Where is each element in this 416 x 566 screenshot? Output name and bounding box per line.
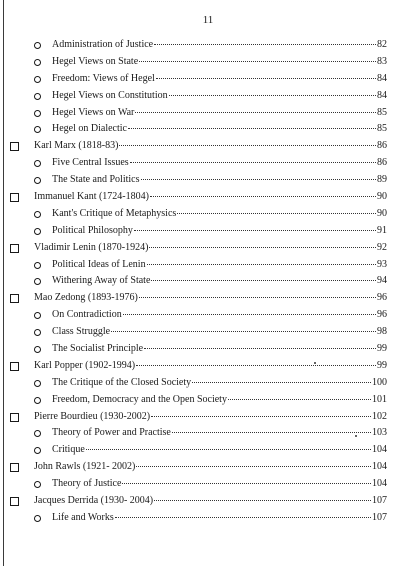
circle-bullet-icon <box>34 59 41 66</box>
toc-entry-page-number: 85 <box>377 106 387 118</box>
toc-entry-title: Immanuel Kant (1724-1804) <box>34 191 149 203</box>
toc-entry-title: Vladimir Lenin (1870-1924) <box>34 241 149 253</box>
dot-leader <box>154 500 371 501</box>
print-speck <box>314 362 316 364</box>
dot-leader <box>111 331 376 332</box>
toc-entry-title: Hegel Views on State <box>52 55 139 67</box>
toc-entry-row <box>52 341 387 358</box>
toc-section-entry <box>0 88 416 105</box>
toc-entry-row <box>52 442 387 459</box>
square-bullet-icon <box>10 497 19 506</box>
toc-entry-page-number: 93 <box>377 258 387 270</box>
circle-bullet-icon <box>34 397 41 404</box>
toc-entry-row <box>52 425 387 442</box>
toc-entry-title: John Rawls (1921- 2002) <box>34 461 136 473</box>
toc-entry-page-number: 98 <box>377 326 387 338</box>
toc-entry-row <box>52 324 387 341</box>
dot-leader <box>156 78 376 79</box>
circle-bullet-icon <box>34 76 41 83</box>
toc-entry-page-number: 84 <box>377 72 387 84</box>
toc-entry-row <box>34 409 387 426</box>
dot-leader <box>134 230 376 231</box>
toc-entry-title: Life and Works <box>52 511 114 523</box>
toc-entry-page-number: 103 <box>372 427 387 439</box>
toc-entry-title: On Contradiction <box>52 309 122 321</box>
toc-entry-page-number: 85 <box>377 123 387 135</box>
toc-entry-title: The Critique of the Closed Society <box>52 376 192 388</box>
toc-section-entry <box>0 273 416 290</box>
toc-entry-row <box>52 375 387 392</box>
toc-entry-page-number: 91 <box>377 224 387 236</box>
toc-entry-row <box>52 54 387 71</box>
dot-leader <box>128 128 376 129</box>
square-bullet-icon <box>10 193 19 202</box>
toc-entry-page-number: 82 <box>377 39 387 50</box>
circle-bullet-icon <box>34 380 41 387</box>
dot-leader <box>228 399 371 400</box>
toc-entry-page-number: 99 <box>377 359 387 371</box>
circle-bullet-icon <box>34 228 41 235</box>
toc-section-entry <box>0 105 416 122</box>
toc-entry-page-number: 104 <box>372 461 387 473</box>
dot-leader <box>122 483 371 484</box>
toc-section-entry <box>0 155 416 172</box>
dot-leader <box>119 145 376 146</box>
dot-leader <box>147 264 376 265</box>
toc-chapter-entry <box>0 358 416 375</box>
toc-section-entry <box>0 257 416 274</box>
toc-section-entry <box>0 71 416 88</box>
dot-leader <box>177 213 376 214</box>
circle-bullet-icon <box>34 126 41 133</box>
toc-entry-row <box>34 240 387 257</box>
circle-bullet-icon <box>34 211 41 218</box>
toc-entry-row <box>52 121 387 138</box>
toc-entry-row <box>34 290 387 307</box>
dot-leader <box>115 517 371 518</box>
toc-entry-title: Political Ideas of Lenin <box>52 258 146 270</box>
dot-leader <box>149 247 376 248</box>
toc-chapter-entry <box>0 290 416 307</box>
toc-entry-page-number: 86 <box>377 157 387 169</box>
circle-bullet-icon <box>34 346 41 353</box>
toc-section-entry <box>0 37 416 54</box>
dot-leader <box>150 196 376 197</box>
toc-entry-row <box>52 476 387 493</box>
toc-entry-title: Kant's Critique of Metaphysics <box>52 207 177 219</box>
toc-entry-row <box>52 105 387 122</box>
dot-leader <box>135 112 376 113</box>
toc-section-entry <box>0 442 416 459</box>
toc-entry-title: The Socialist Principle <box>52 343 144 355</box>
circle-bullet-icon <box>34 312 41 319</box>
toc-entry-title: Theory of Power and Practise <box>52 427 171 439</box>
toc-entry-title: Five Central Issues <box>52 157 129 169</box>
toc-chapter-entry <box>0 459 416 476</box>
toc-section-entry <box>0 307 416 324</box>
toc-entry-page-number: 99 <box>377 343 387 355</box>
toc-section-entry <box>0 54 416 71</box>
toc-entry-page-number: 96 <box>377 292 387 304</box>
square-bullet-icon <box>10 463 19 472</box>
toc-section-entry <box>0 172 416 189</box>
toc-entry-row <box>52 37 387 54</box>
dot-leader <box>123 314 376 315</box>
circle-bullet-icon <box>34 177 41 184</box>
toc-entry-row <box>34 138 387 155</box>
toc-chapter-entry <box>0 240 416 257</box>
toc-entry-page-number: 96 <box>377 309 387 321</box>
toc-entry-title: Class Struggle <box>52 326 111 338</box>
toc-entry-page-number: 83 <box>377 55 387 67</box>
toc-chapter-entry <box>0 138 416 155</box>
toc-entry-page-number: 104 <box>372 444 387 456</box>
toc-entry-row <box>52 88 387 105</box>
toc-entry-row <box>52 257 387 274</box>
toc-entry-page-number: 107 <box>372 495 387 507</box>
dot-leader <box>136 365 376 366</box>
table-of-contents <box>0 37 416 527</box>
toc-entry-page-number: 104 <box>372 478 387 490</box>
circle-bullet-icon <box>34 447 41 454</box>
toc-entry-row <box>52 223 387 240</box>
toc-section-entry <box>0 121 416 138</box>
toc-entry-title: Hegel on Dialectic <box>52 123 127 135</box>
toc-entry-title: Freedom: Views of Hegel <box>52 72 155 84</box>
toc-section-entry <box>0 510 416 527</box>
toc-entry-title: Critique <box>52 444 85 456</box>
dot-leader <box>151 280 376 281</box>
circle-bullet-icon <box>34 481 41 488</box>
toc-entry-row <box>52 307 387 324</box>
toc-entry-page-number: 90 <box>377 191 387 203</box>
toc-entry-title: Political Philosophy <box>52 224 133 236</box>
toc-entry-row <box>34 493 387 510</box>
toc-entry-page-number: 92 <box>377 241 387 253</box>
toc-entry-title: The State and Politics <box>52 174 140 186</box>
toc-entry-row <box>52 172 387 189</box>
circle-bullet-icon <box>34 93 41 100</box>
dot-leader <box>139 297 376 298</box>
dot-leader <box>172 432 371 433</box>
toc-entry-row <box>52 392 387 409</box>
toc-entry-row <box>52 206 387 223</box>
toc-entry-title: Karl Marx (1818-83) <box>34 140 119 152</box>
toc-entry-row <box>34 459 387 476</box>
toc-entry-title: Freedom, Democracy and the Open Society <box>52 393 227 405</box>
toc-entry-page-number: 102 <box>372 410 387 422</box>
toc-entry-title: Withering Away of State <box>52 275 151 287</box>
dot-leader <box>139 61 376 62</box>
toc-entry-page-number: 94 <box>377 275 387 287</box>
toc-entry-title: Theory of Justice <box>52 478 122 490</box>
circle-bullet-icon <box>34 262 41 269</box>
toc-chapter-entry <box>0 493 416 510</box>
square-bullet-icon <box>10 142 19 151</box>
toc-entry-title: Hegel Views on Constitution <box>52 89 168 101</box>
circle-bullet-icon <box>34 160 41 167</box>
toc-entry-row <box>52 273 387 290</box>
square-bullet-icon <box>10 244 19 253</box>
toc-chapter-entry <box>0 409 416 426</box>
circle-bullet-icon <box>34 42 41 49</box>
dot-leader <box>144 348 376 349</box>
toc-entry-title: Hegel Views on War <box>52 106 135 118</box>
toc-entry-page-number: 90 <box>377 207 387 219</box>
dot-leader <box>154 44 376 45</box>
toc-entry-page-number: 89 <box>377 174 387 186</box>
toc-entry-page-number: 101 <box>372 393 387 405</box>
toc-entry-title: Karl Popper (1902-1994) <box>34 359 136 371</box>
toc-entry-title: Jacques Derrida (1930- 2004) <box>34 495 154 507</box>
square-bullet-icon <box>10 294 19 303</box>
dot-leader <box>86 449 371 450</box>
dot-leader <box>192 382 371 383</box>
toc-chapter-entry <box>0 189 416 206</box>
page-number: 11 <box>202 14 214 26</box>
toc-section-entry <box>0 425 416 442</box>
square-bullet-icon <box>10 362 19 371</box>
toc-entry-row <box>34 358 387 375</box>
toc-section-entry <box>0 324 416 341</box>
print-speck <box>355 435 357 437</box>
toc-entry-page-number: 86 <box>377 140 387 152</box>
dot-leader <box>136 466 371 467</box>
circle-bullet-icon <box>34 110 41 117</box>
toc-entry-row <box>52 155 387 172</box>
circle-bullet-icon <box>34 329 41 336</box>
toc-entry-title: Mao Zedong (1893-1976) <box>34 292 138 304</box>
toc-entry-page-number: 84 <box>377 89 387 101</box>
dot-leader <box>130 162 376 163</box>
toc-entry-page-number: 100 <box>372 376 387 388</box>
square-bullet-icon <box>10 413 19 422</box>
toc-entry-page-number: 107 <box>372 511 387 523</box>
toc-entry-row <box>52 71 387 88</box>
toc-section-entry <box>0 206 416 223</box>
toc-section-entry <box>0 341 416 358</box>
toc-entry-row <box>34 189 387 206</box>
circle-bullet-icon <box>34 278 41 285</box>
toc-section-entry <box>0 375 416 392</box>
toc-entry-title: Administration of Justice <box>52 39 154 50</box>
dot-leader <box>151 416 371 417</box>
dot-leader <box>169 95 376 96</box>
circle-bullet-icon <box>34 515 41 522</box>
toc-entry-title: Pierre Bourdieu (1930-2002) <box>34 410 151 422</box>
toc-section-entry <box>0 476 416 493</box>
dot-leader <box>141 179 377 180</box>
toc-section-entry <box>0 223 416 240</box>
toc-entry-row <box>52 510 387 527</box>
toc-section-entry <box>0 392 416 409</box>
circle-bullet-icon <box>34 430 41 437</box>
